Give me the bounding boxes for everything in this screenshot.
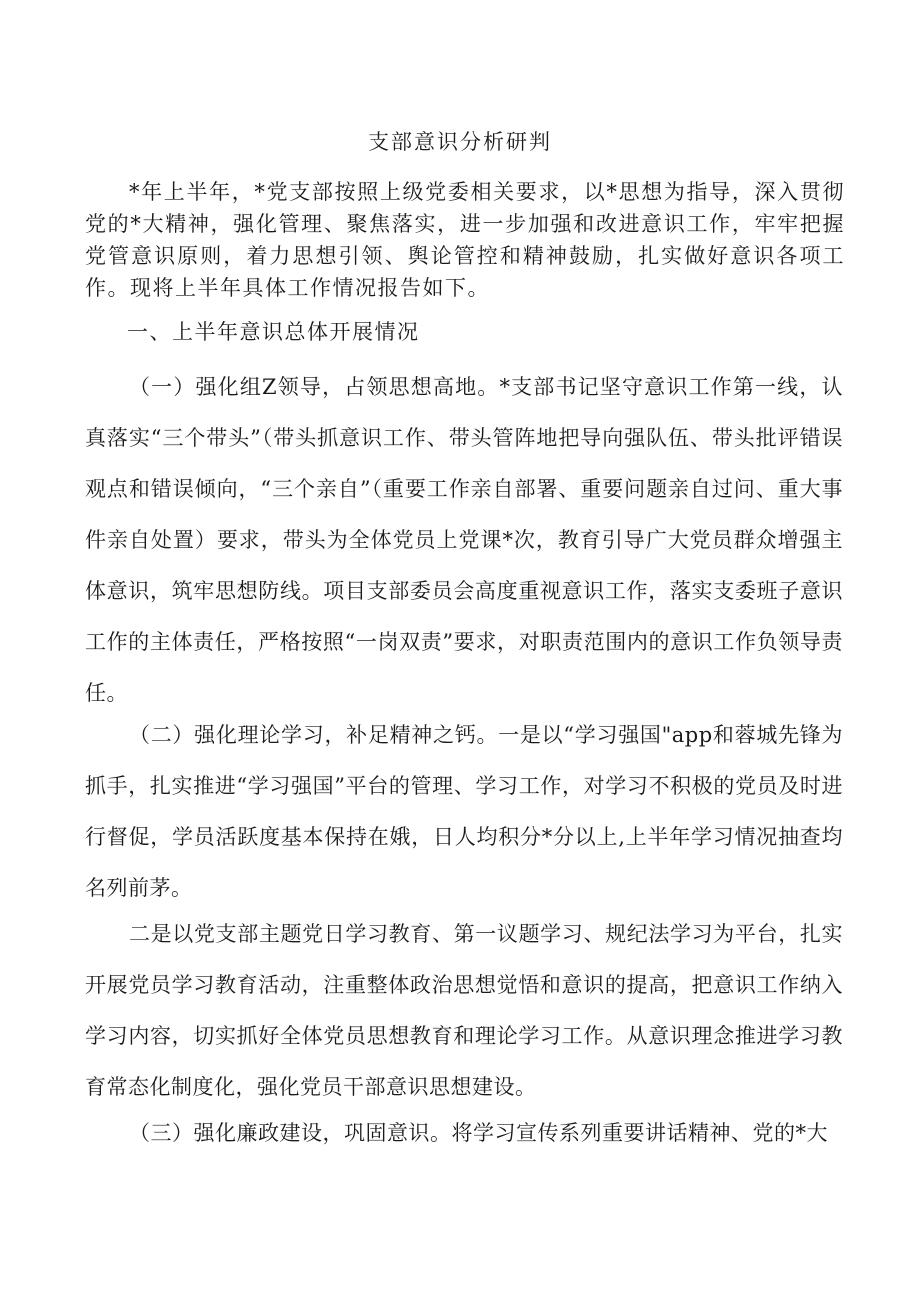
paragraph-education-activities: 二是以党支部主题党日学习教育、第一议题学习、规纪法学习为平台，扎实开展党员学习教育活动，注重整体政治思想觉悟和意识的提高，把意识工作纳入学习内容，切实抓好全体党员思想教育和理论学习工作。从意识理念推进学习教育常态化制度化，强化党员干部意识思想建设。 (85, 922, 843, 1099)
paragraph-integrity-building: （三）强化廉政建设，巩固意识。将学习宣传系列重要讲话精神、党的*大 (129, 1121, 828, 1145)
document-title: 支部意识分析研判 (368, 130, 552, 154)
intro-paragraph: *年上半年，*党支部按照上级党委相关要求，以*思想为指导，深入贯彻党的*大精神，强化管理、聚焦落实，进一步加强和改进意识工作，牢牢把握党管意识原则，着力思想引领、舆论管控和精神鼓励，扎实做好意识各项工作。现将上半年具体工作情况报告如下。 (85, 180, 845, 300)
paragraph-theory-study: （二）强化理论学习，补足精神之钙。一是以“学习强国"app和蓉城先锋为抓手，扎实推进“学习强国”平台的管理、学习工作，对学习不积极的党员及时进行督促，学员活跃度基本保持在娥，日人均积分*分以上,上半年学习情况抽查均名列前茅。 (85, 723, 843, 900)
paragraph-leadership: （一）强化组Z领导，占领思想高地。*支部书记坚守意识工作第一线，认真落实“三个带头”（带头抓意识工作、带头管阵地把导向强队伍、带头批评错误观点和错误倾向，“三个亲自”（重要工作亲自部署、重要问题亲自过问、重大事件亲自处置）要求，带头为全体党员上党课*次，教育引导广大党员群众增强主体意识，筑牢思想防线。项目支部委员会高度重视意识工作，落实支委班子意识工作的主体责任，严格按照“一岗双责”要求，对职责范围内的意识工作负领导责任。 (85, 375, 843, 705)
section-heading: 一、上半年意识总体开展情况 (127, 320, 420, 344)
